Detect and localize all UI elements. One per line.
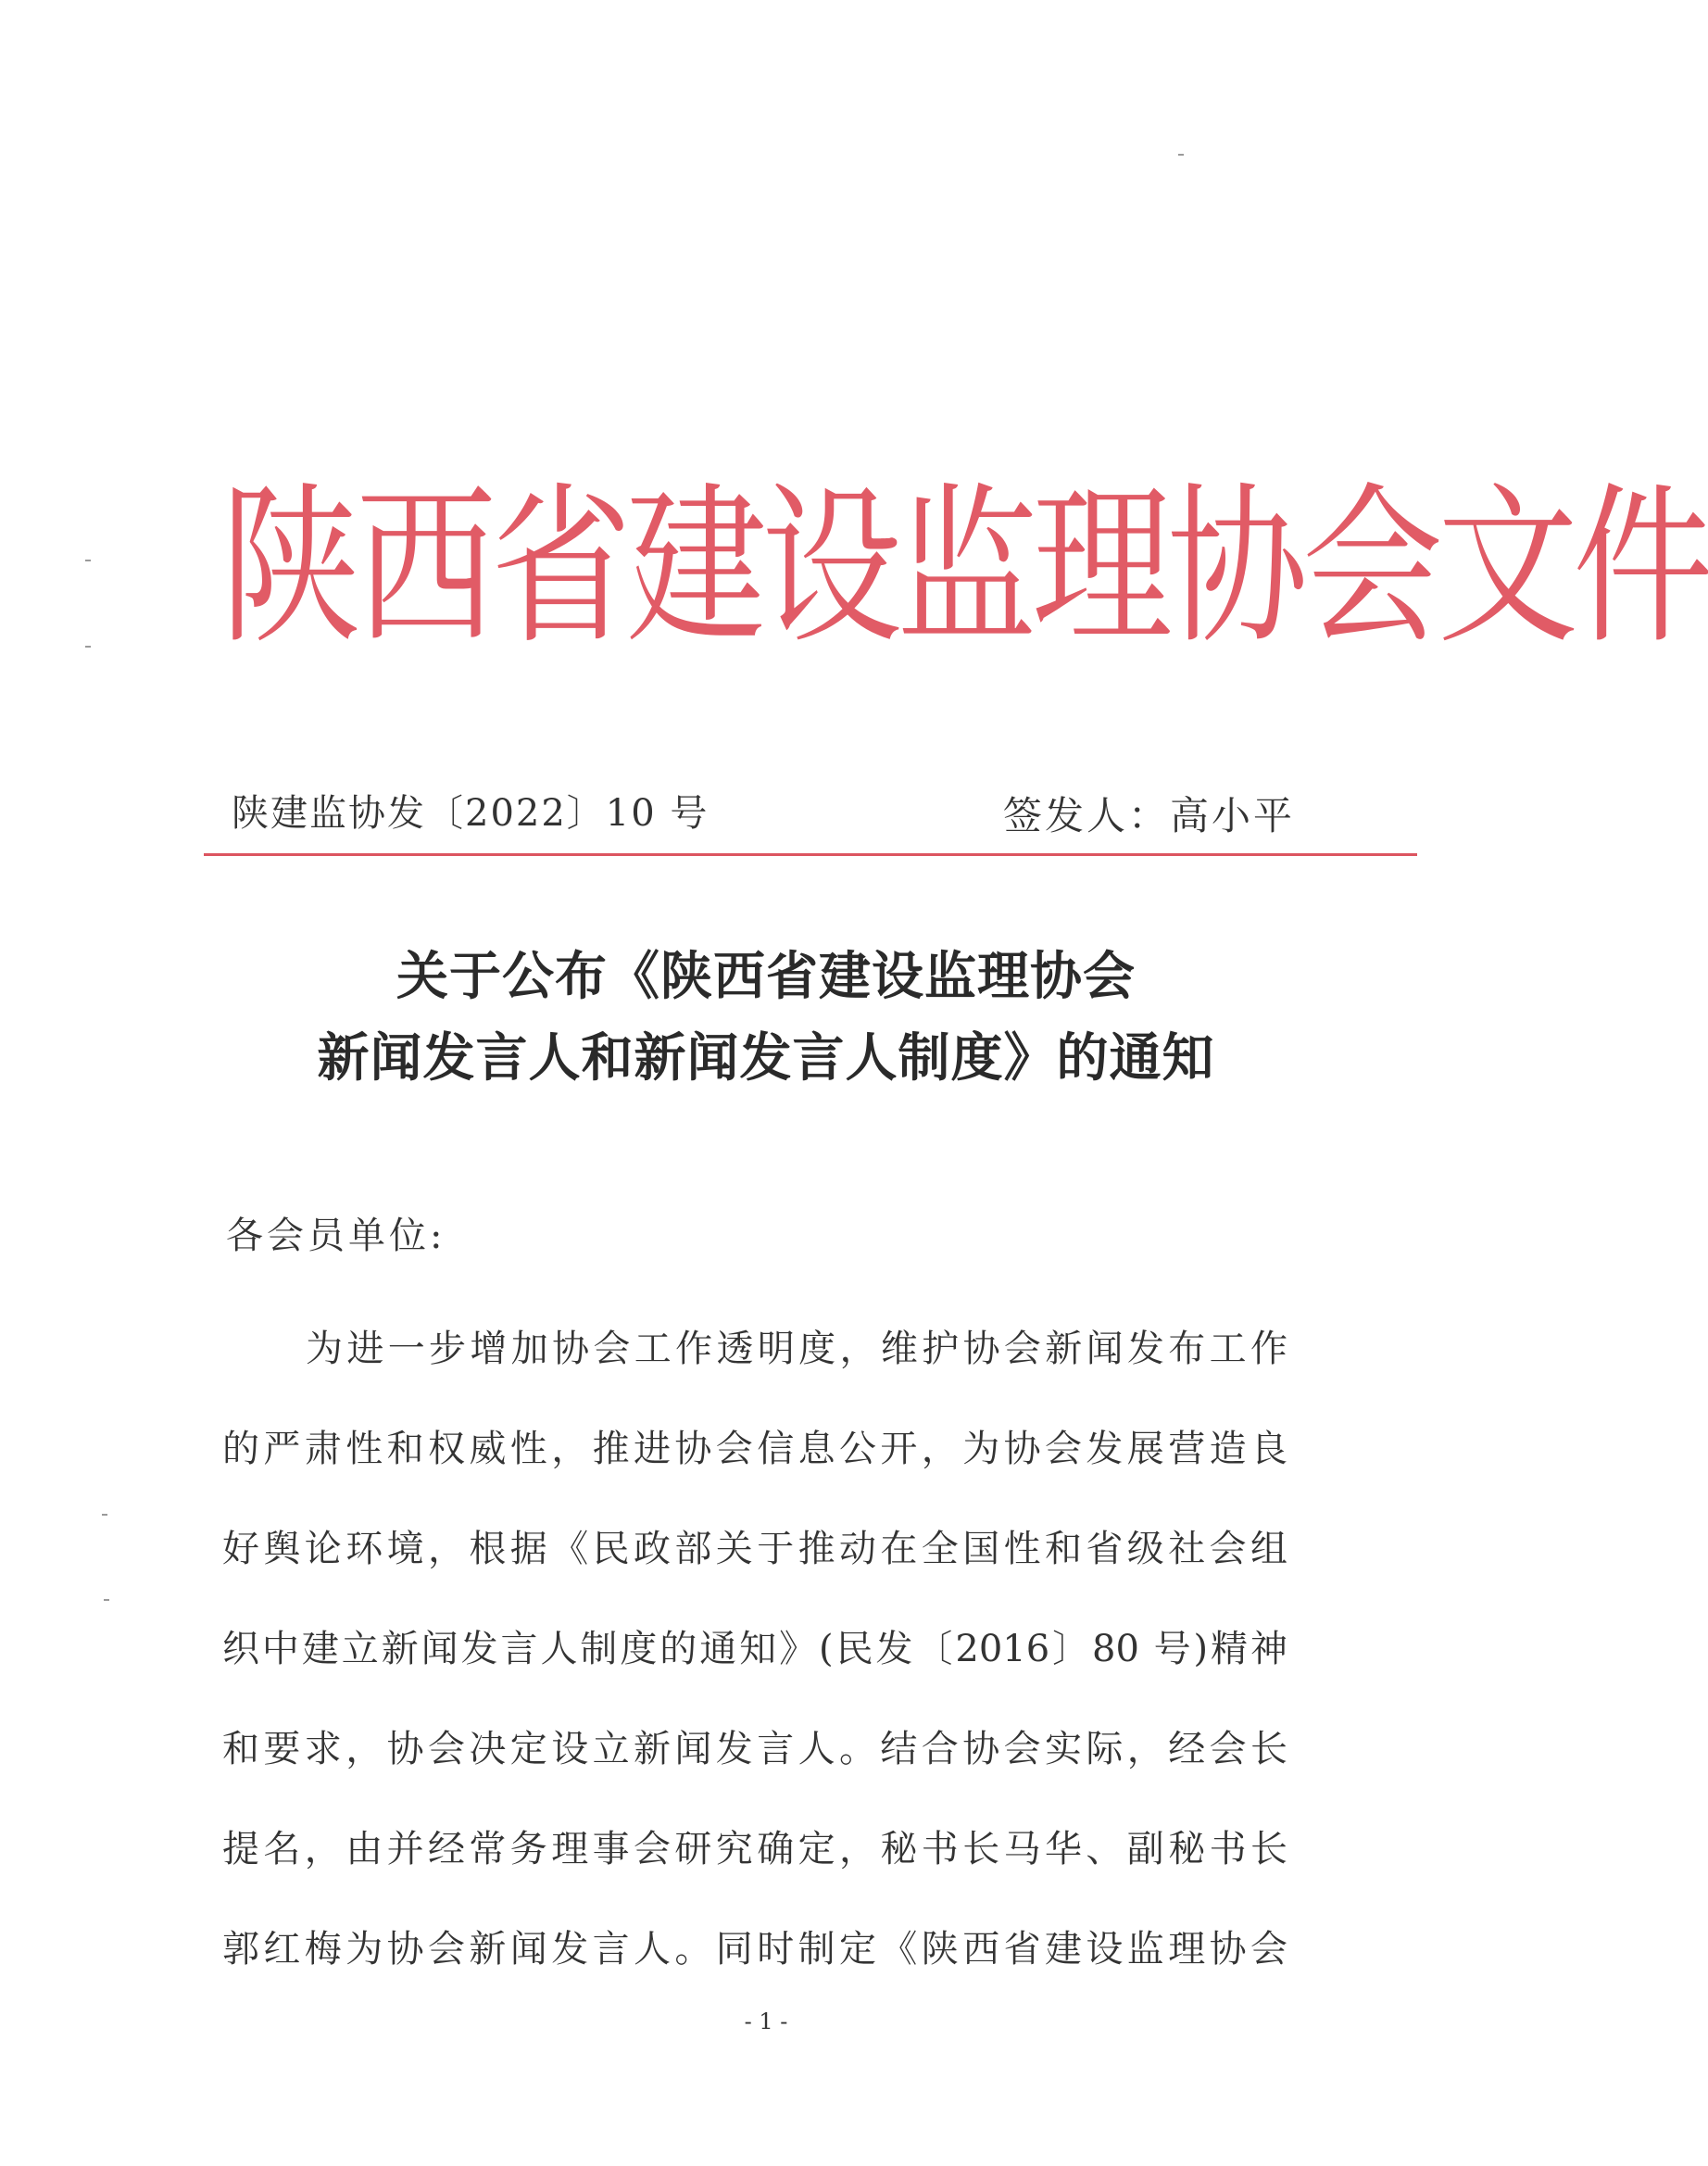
page-number: - 1 - xyxy=(744,2009,788,2034)
scan-speck xyxy=(85,560,91,561)
body-line: 的严肃性和权威性，推进协会信息公开，为协会发展营造良 xyxy=(222,1428,1287,1470)
body-line: 织中建立新闻发言人制度的通知》(民发〔2016〕80 号)精神 xyxy=(222,1628,1287,1670)
salutation: 各会员单位: xyxy=(226,1215,446,1257)
body-line: 和要求，协会决定设立新闻发言人。结合协会实际，经会长 xyxy=(222,1728,1287,1770)
body-line: 提名，由并经常务理事会研究确定，秘书长马华、副秘书长 xyxy=(222,1828,1287,1870)
body-line: 好舆论环境，根据《民政部关于推动在全国性和省级社会组 xyxy=(222,1528,1287,1570)
signer: 签发人：高小平 xyxy=(1002,793,1295,838)
scan-speck xyxy=(104,1599,109,1601)
document-number: 陕建监协发〔2022〕10 号 xyxy=(232,792,710,835)
notice-title-line-1: 关于公布《陕西省建设监理协会 xyxy=(396,947,1136,1007)
scan-speck xyxy=(1178,154,1184,156)
notice-title-line-2: 新闻发言人和新闻发言人制度》的通知 xyxy=(317,1028,1215,1089)
scan-speck xyxy=(85,646,91,648)
document-red-header: 陕西省建设监理协会文件 xyxy=(220,467,1708,668)
body-line: 郭红梅为协会新闻发言人。同时制定《陕西省建设监理协会 xyxy=(222,1928,1287,1971)
body-line: 为进一步增加协会工作透明度，维护协会新闻发布工作 xyxy=(306,1328,1287,1370)
scan-speck xyxy=(102,1514,107,1516)
red-separator-rule xyxy=(204,853,1417,856)
